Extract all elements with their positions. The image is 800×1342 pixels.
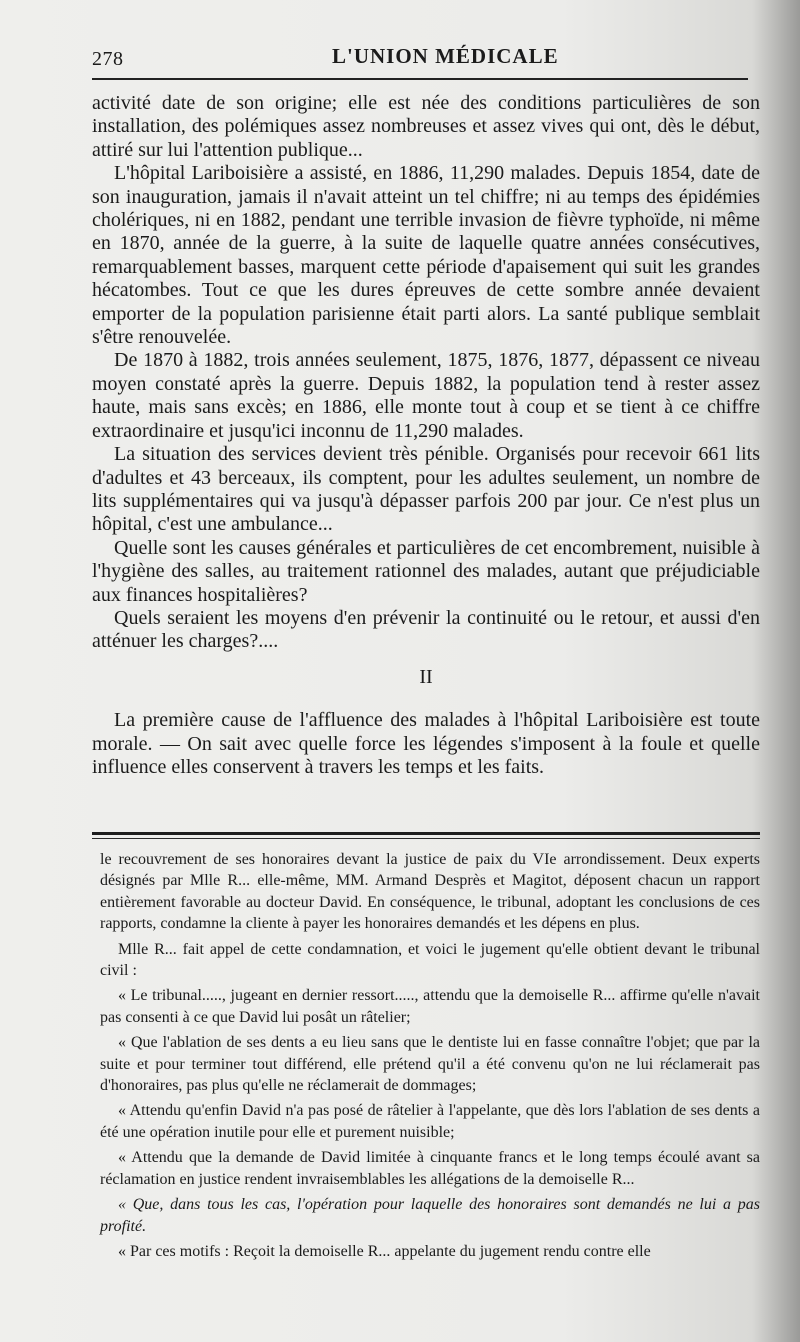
paragraph: De 1870 à 1882, trois années seulement, 1875, 1876, 1877, dépassent ce niveau moyen constaté après la guerre. Depuis 1882, la population tend à rester assez haute, mais sans excès; en 1886, elle monte tout à coup et se tient à ce chiffre extraordinaire et jusqu'ici inconnu de 11,290 malades. (92, 349, 760, 442)
paragraph: La première cause de l'affluence des malades à l'hôpital Lariboisière est toute morale. — On sait avec quelle force les légendes s'imposent à la foule et quelle influence elles conservent à travers les temps et les faits. (92, 709, 760, 778)
paragraph: Quelle sont les causes générales et particulières de cet encombrement, nuisible à l'hygiène des salles, au traitement rationnel des malades, autant que préjudiciable aux finances hospitalières? (92, 536, 760, 606)
main-text (92, 92, 760, 779)
footnote-paragraph: « Le tribunal....., jugeant en dernier ressort....., attendu que la demoiselle R... affirme qu'elle n'avait pas consenti à ce que David lui posât un râtelier; (100, 987, 760, 1026)
footnote-paragraph: « Par ces motifs : Reçoit la demoiselle R... appelante du jugement rendu contre elle (118, 1242, 651, 1260)
section-heading: II (419, 665, 433, 688)
footnote-italic: « Que, dans tous les cas, l'opération pour laquelle des honoraires sont demandés ne lui a pas profité. (100, 1196, 760, 1235)
footnotes (100, 849, 760, 1262)
paragraph: activité date de son origine; elle est née des conditions particulières de son installation, des polémiques assez nombreuses et assez vives qui ont, dès le début, attiré sur lui l'attention publique... (92, 92, 760, 161)
footnote-paragraph: « Attendu que la demande de David limitée à cinquante francs et le long temps écoulé avant sa réclamation en justice rendent invraisemblables les allégations de la demoiselle R... (100, 1149, 760, 1188)
paragraph: L'hôpital Lariboisière a assisté, en 1886, 11,290 malades. Depuis 1854, date de son inauguration, jamais il n'avait atteint un tel chiffre; ni au temps des épidémies cholériques, ni en 1882, pendant une terrible invasion de fièvre typhoïde, ni même en 1870, année de la guerre, à la suite de laquelle quatre années consécutives, remarquablement basses, marquent cette période d'apaisement qui suit les grandes hécatombes. Tout ce que les dures épreuves de cette sombre année devaient emporter de la population parisienne était parti alors. La santé publique semblait s'être renouvelée. (92, 162, 760, 349)
footnote-paragraph: « Attendu qu'enfin David n'a pas posé de râtelier à l'appelante, que dès lors l'ablation de ses dents a été une opération inutile pour elle et purement nuisible; (100, 1102, 760, 1141)
footnote-paragraph (100, 1194, 760, 1237)
footnote-paragraph: le recouvrement de ses honoraires devant la justice de paix du VIe arrondissement. Deux experts désignés par Mlle R... elle-même, MM. Armand Desprès et Magitot, déposent chacun un rapport entièrement favorable au docteur David. En conséquence, le tribunal, adoptant les conclusions de ces rapports, condamne la cliente à payer les honoraires demandés et les dépens en plus. (100, 851, 760, 933)
footnote-separator (92, 832, 760, 835)
page-header (92, 40, 760, 80)
header-rule (92, 78, 748, 80)
paragraph: Quels seraient les moyens d'en prévenir la continuité ou le retour, et aussi d'en atténuer les charges?.... (92, 606, 760, 653)
running-title: L'UNION MÉDICALE (332, 44, 559, 68)
footnote-paragraph: « Que l'ablation de ses dents a eu lieu sans que le dentiste lui en fasse connaître l'objet; que par la suite et pour terminer tout différend, elle prétend qu'il a été convenu qu'on ne lui réclamerait pas d'honoraires, pas plus qu'elle ne réclamerait de dommages; (100, 1034, 760, 1095)
footnote-paragraph: Mlle R... fait appel de cette condamnation, et voici le jugement qu'elle obtient devant le tribunal civil : (100, 940, 760, 980)
footnote-separator-thin (92, 838, 760, 839)
page-number: 278 (92, 48, 124, 70)
paragraph: La situation des services devient très pénible. Organisés pour recevoir 661 lits d'adultes et 43 berceaux, ils comptent, pour les adultes seulement, un nombre de lits supplémentaires qui va jusqu'à dépasser parfois 200 par jour. Ce n'est plus un hôpital, c'est une ambulance... (92, 443, 760, 536)
